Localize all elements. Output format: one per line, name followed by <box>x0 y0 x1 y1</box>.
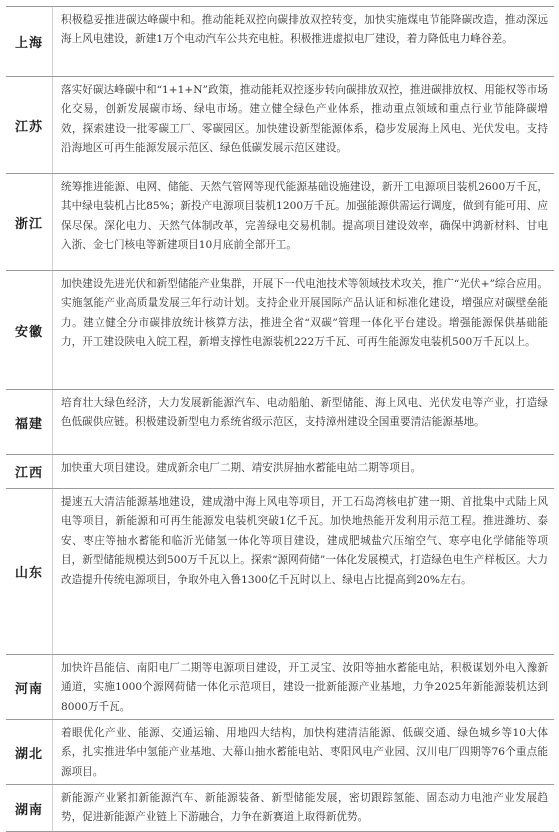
province-label: 福建 <box>6 390 53 454</box>
policy-text: 着眼优化产业、能源、交通运输、用地四大结构，加快构建清洁能源、低碳交通、绿色城乡等10大体系，扎实推进华中氢能产业基地、大幕山抽水蓄能电站、枣阳风电产业园、汉川电厂四期等76个重点能源项目。 <box>61 727 548 778</box>
table-row-shandong <box>6 489 554 655</box>
table-row-jiangxi <box>6 455 554 489</box>
table-row-zhejiang <box>6 174 554 271</box>
table-row-fujian <box>6 390 554 455</box>
province-label: 湖南 <box>6 785 53 831</box>
table-row-hubei <box>6 720 554 785</box>
province-label: 湖北 <box>6 720 53 784</box>
policy-text: 积极稳妥推进碳达峰碳中和。推动能耗双控向碳排放双控转变，加快实施煤电节能降碳改造，推动深远海上风电建设，新建1万个电动汽车公共充电桩。积极推进虚拟电厂建设，着力降低电力峰谷差。 <box>61 14 548 46</box>
province-label: 浙江 <box>6 174 53 270</box>
province-label: 江苏 <box>6 77 53 173</box>
policy-text: 加快许昌能信、南阳电厂二期等电源项目建设，开工灵宝、汝阳等抽水蓄能电站，积极谋划外电入豫新通道，实施1000个源网荷储一体化示范项目，建设一批新能源产业基地，力争2025年新能源装机达到8000万千瓦。 <box>61 662 548 713</box>
province-label: 安徽 <box>6 271 53 389</box>
policy-text: 落实好碳达峰碳中和“1+1+N”政策，推动能耗双控逐步转向碳排放双控，推进碳排放权、用能权等市场化交易，创新发展碳市场、绿电市场。建立健全绿色产业体系，推动重点领域和重点行业节能降碳增效，探索建设一批零碳工厂、零碳园区。加快建设新型能源体系，稳步发展海上风电、光伏发电。支持沿海地区可再生能源发展示范区、绿色低碳发展示范区建设。 <box>61 84 548 155</box>
table-row-jiangsu <box>6 77 554 174</box>
policy-text: 统筹推进能源、电网、储能、天然气管网等现代能源基础设施建设，新开工电源项目装机2600万千瓦，其中绿电装机占比85%；新投产电源项目装机1200万千瓦。加强能源供需运行调度，做到有能可用、应保尽保。深化电力、天然气体制改革，完善绿电交易机制。提高项目建设效率，确保中鸿新材料、甘电入浙、金七门核电等新建项目10月底前全部开工。 <box>61 181 548 252</box>
policy-text: 培育壮大绿色经济，大力发展新能源汽车、电动船舶、新型储能、海上风电、光伏发电等产业，打造绿色低碳供应链。积极建设新型电力系统省级示范区，支持漳州建设全国重要清洁能源基地。 <box>61 397 548 429</box>
province-label: 河南 <box>6 655 53 719</box>
policy-text: 加快建设先进光伏和新型储能产业集群，开展下一代电池技术等领域技术攻关，推广“光伏+”综合应用。实施氢能产业高质量发展三年行动计划。支持企业开展国际产品认证和标准化建设，增强应对碳壁垒能力。建立健全分市碳排放统计核算方法，推进全省“双碳”管理一体化平台建设。增强能源保供基础能力，开工建设陕电入皖工程，新增支撑性电源装机222万千瓦、可再生能源发电装机500万千瓦以上。 <box>61 278 548 349</box>
policy-text: 提速五大清洁能源基地建设，建成渤中海上风电等项目，开工石岛湾核电扩建一期、首批集中式陆上风电等项目，新能源和可再生能源发电装机突破1亿千瓦。加快地热能开发利用示范工程。推进潍坊、泰安、枣庄等抽水蓄能和临沂光储氢一体化等项目建设，建成肥城盐穴压缩空气、寒亭电化学储能等项目，新型储能规模达到500万千瓦以上。探索“源网荷储”一体化发展模式，打造绿色电生产样板区。大力改造提升传统电源项目，争取外电入鲁1300亿千瓦时以上、绿电占比提高到20%左右。 <box>61 496 548 586</box>
province-label: 山东 <box>6 489 53 654</box>
table-row-anhui <box>6 271 554 390</box>
policy-table <box>6 6 554 832</box>
province-label: 上海 <box>6 7 53 76</box>
table-row-shanghai <box>6 7 554 77</box>
policy-text: 加快重大项目建设。建成新余电厂二期、靖安洪屏抽水蓄能电站二期等项目。 <box>61 462 422 474</box>
province-label: 江西 <box>6 455 53 488</box>
table-row-henan <box>6 655 554 720</box>
policy-text: 新能源产业紧扣新能源汽车、新能源装备、新型储能发展，密切跟踪氢能、固态动力电池产业发展趋势，促进新能源产业链上下游融合，力争在新赛道上取得新优势。 <box>61 792 548 824</box>
